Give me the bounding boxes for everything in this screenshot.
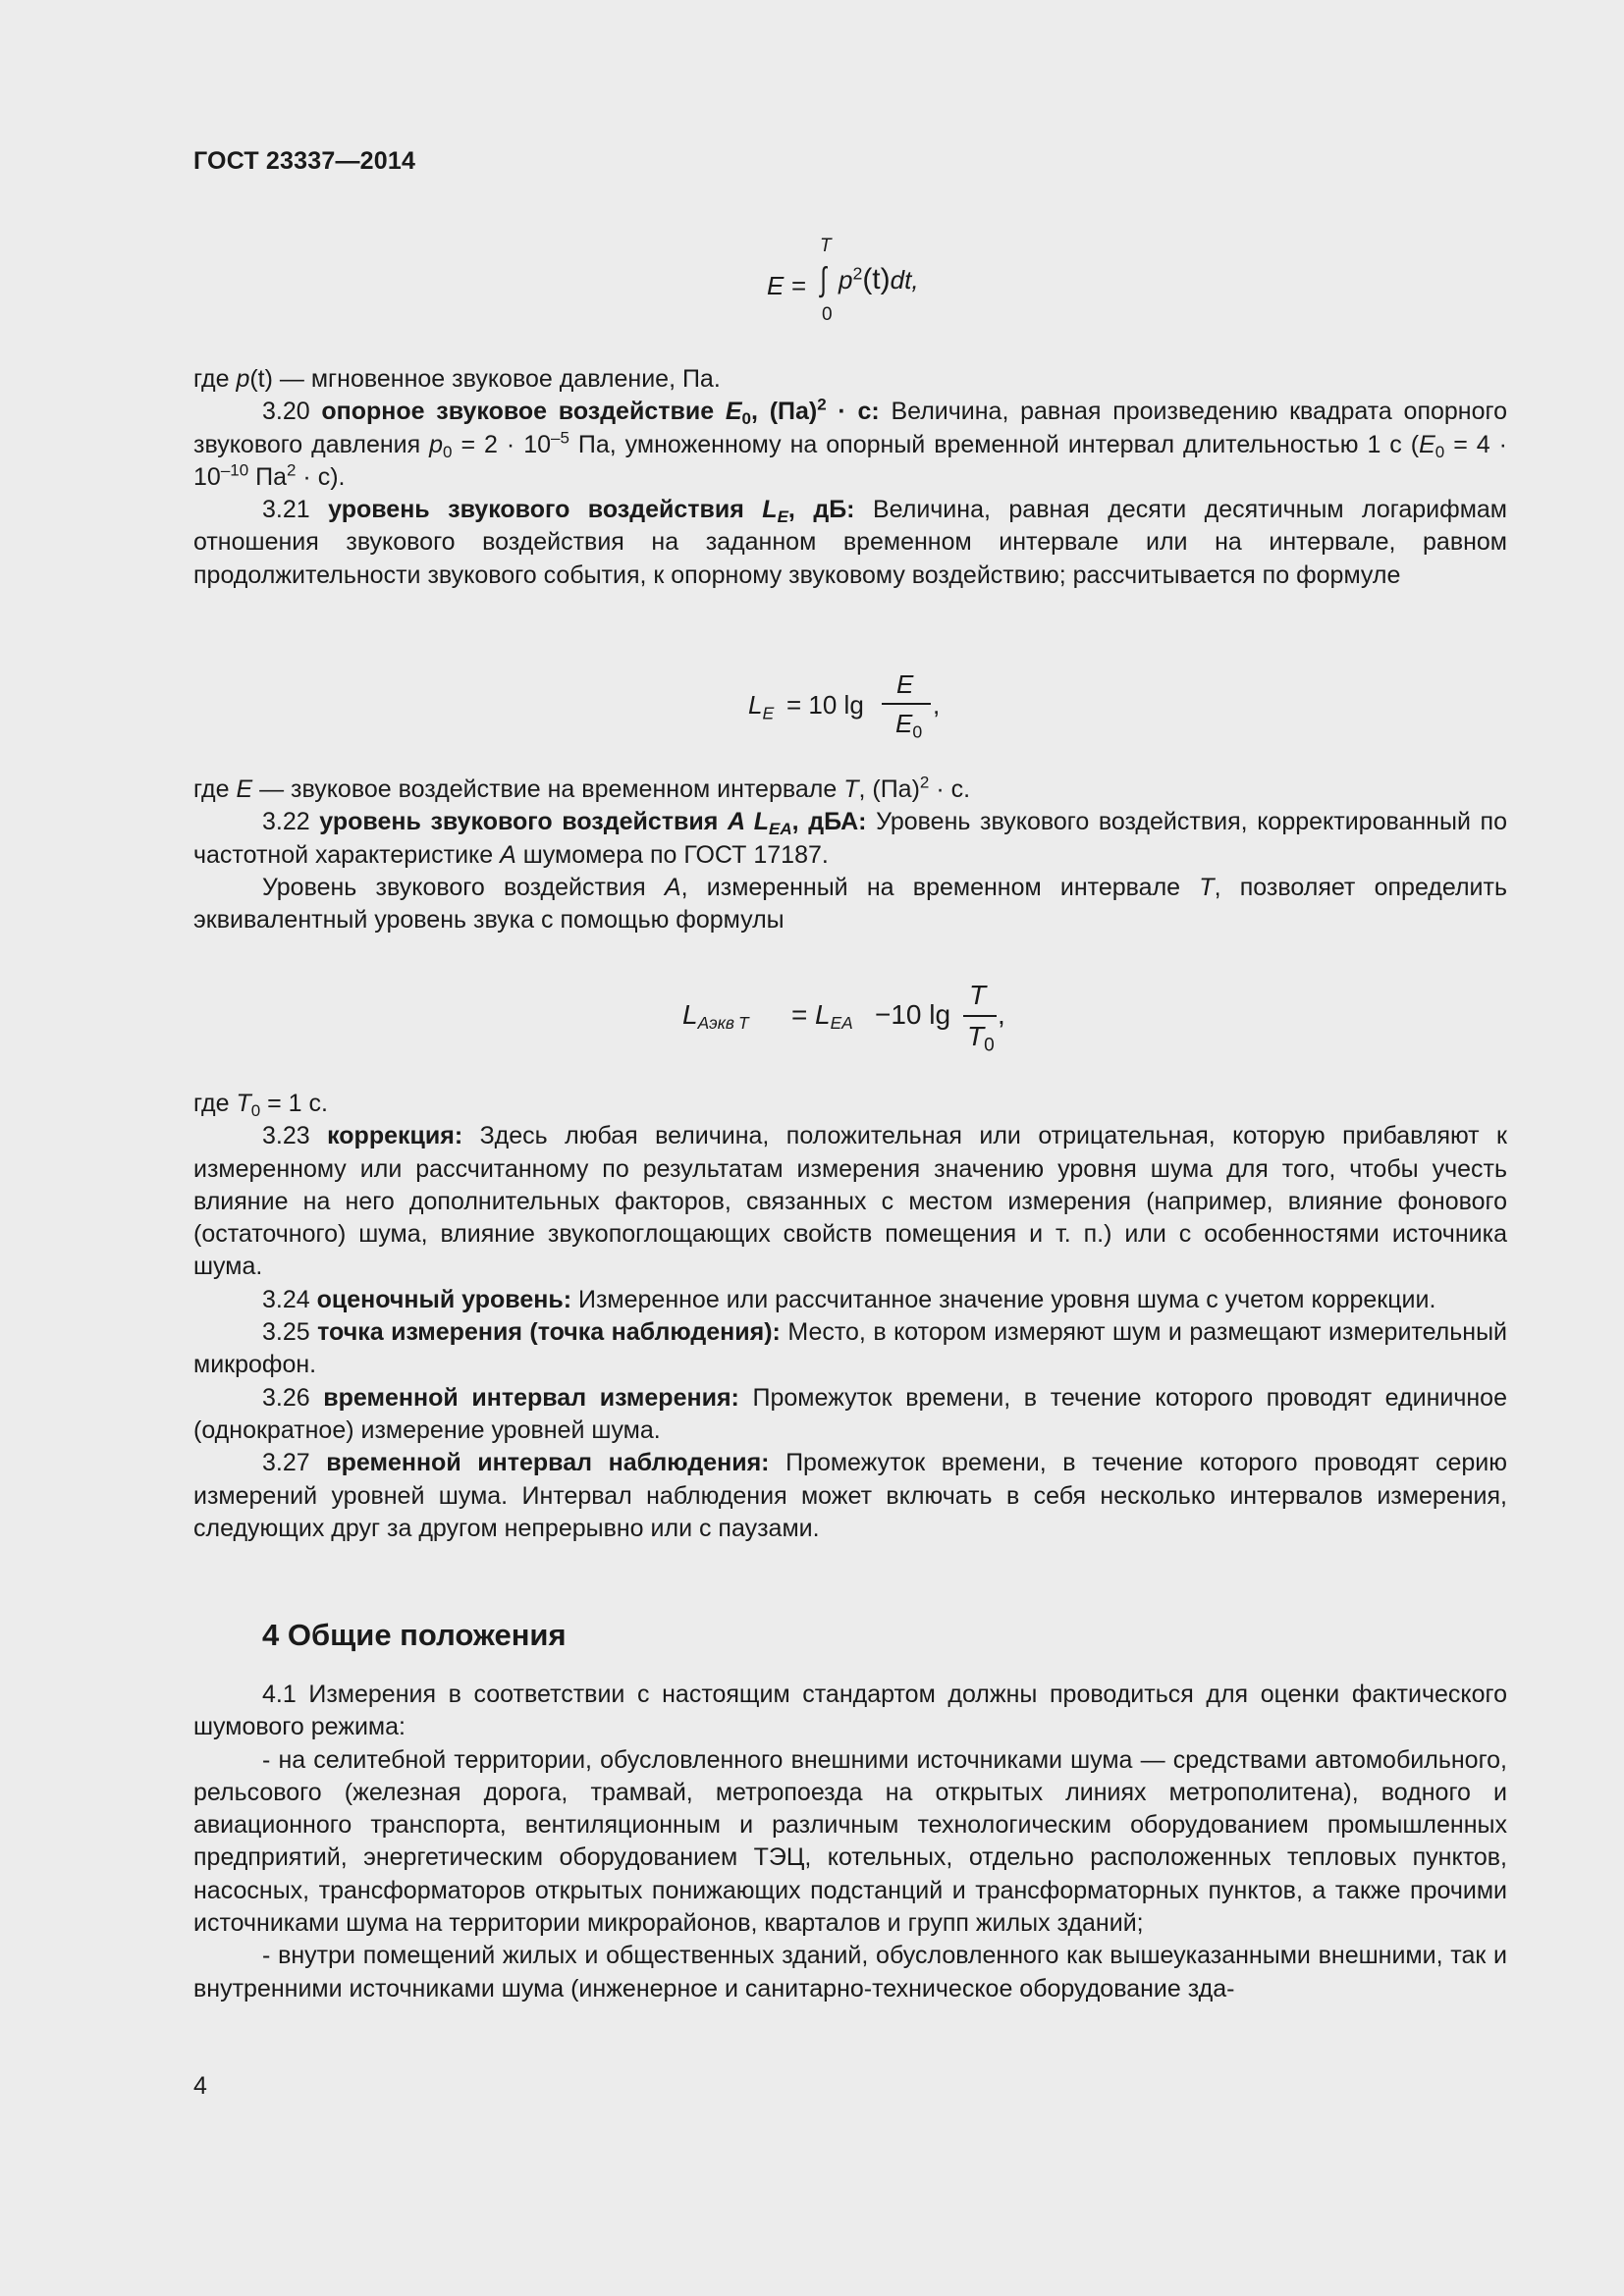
paragraph-where-E: где E — звуковое воздействие на временном интервале T, (Па)$^2$ · с. xyxy=(193,773,971,803)
clause-3-27: 3.27 временной интервал наблюдения: Промежуток времени, в течение которого проводят серию измерений уровней шума. Интервал наблюдения может включать в себя несколько интервалов измерения, следующих друг за другом непрерывно или с паузами. xyxy=(193,1449,1507,1542)
text-block-4 xyxy=(193,1679,1507,2005)
paragraph-where-p: где p(t) — мгновенное звуковое давление, Па. xyxy=(193,365,721,393)
formula-exp: 2 xyxy=(852,263,863,284)
document-page: ГОСТ 23337—2014 E = T ∫ 0 $p^2(t)dt$, где p(t) — мгновенное звуковое давление, Па. 3.20 опорное звуковое воздействие $E_0$, (Па)$^2$ · с: Величина, равная произведению квадрата опорного звукового давления $p_0 = 2 \cdot 10^{-5}$ Па, умноженному на опорный временной интервал длительностью 1 с ($E_0 = 4 \cdot 10^{-10}$ $Па^2 \cdot с$). 3.21 уровень звукового воздействия $L_E$, дБ: Величина, равная десяти десятичным логарифмам отношения звукового воздействия на заданном временном интервале или на интервале, равном продолжительности звукового события, к опорному звуковому воздействию; рассчитывается по формуле $L_E$ = 10 lg E $E_0$ , где E — звуковое воздействие на временном интервале T, (Па)$^2$ · с. 3.22 уровень звукового воздействия A $L_{EA}$, дБА: Уровень звукового воздействия, корректированный по частотной характеристике A шумомера по ГОСТ 17187. Уровень звукового воздействия A, измеренный на временном интервале T, позволяет определить эквивалентный уровень звука с помощью формулы $L_{Aэкв T}$ = $L_{EA}$ −10 lg T $T_0$ , где $T_0 = 1$ с. 3.23 коррекция: Здесь любая величина, положительная или отрицательная, которую прибавляют к измеренному или рассчитанному по результатам измерения значению уровня шума для того, чтобы учесть влияние на него дополнительных факторов, связанных с местом измерения (например, влияние фонового (остаточного) шума, влияние звукопоглощающих свойств помещения и т. п.) или с особенностями источника шума. 3.24 оценочный уровень: Измеренное или рассчитанное значение уровня шума с учетом коррекции. 3.25 точка измерения (точка наблюдения): Место, в котором измеряют шум и размещают измерительный микрофон. 3.26 временной интервал измерения: Промежуток времени, в течение которого проводят единичное (однократное) измерение уровней шума. 3.27 временной интервал наблюдения: Промежуток времени, в течение которого проводят серию измерений уровней шума. Интервал наблюдения может включать в себя несколько интервалов измерения, следующих друг за другом непрерывно или с паузами. 4 Общие положения 4.1 Измерения в соответствии с настоящим стандартом должны проводиться для оценки фактического шумового режима: - на селитебной территории, обусловленного внешними источниками шума — средствами автомобильного, рельсового (железная дорога, трамвай, метропоезда на открытых линиях метрополитена), водного и авиационного транспорта, вентиляционным и различным технологическим оборудованием промышленных предприятий, энергетическим оборудованием ТЭЦ, котельных, отдельно расположенных тепловых пунктов, насосных, трансформаторов открытых понижающих подстанций и трансформаторных пунктов, а также прочими источниками шума на территории микрорайонов, кварталов и групп жилых зданий; - внутри помещений жилых и общественных зданий, обусловленного как вышеуказанными внешними, так и внутренними источниками шума (инженерное и санитарно-техническое оборудование зда- 4 xyxy=(193,147,1508,2100)
clause-4-1: 4.1 Измерения в соответствии с настоящим стандартом должны проводиться для оценки фактического шумового режима: xyxy=(193,1681,1507,1741)
clause-3-26: 3.26 временной интервал измерения: Промежуток времени, в течение которого проводят единичное (однократное) измерение уровней шума. xyxy=(193,1383,1507,1444)
text-block-2 xyxy=(193,774,1507,936)
integral-lower: 0 xyxy=(822,304,833,325)
text-block-1 xyxy=(193,363,1507,592)
section-4-heading: 4 Общие положения xyxy=(262,1618,567,1652)
clause-3-24: 3.24 оценочный уровень: Измеренное или рассчитанное значение уровня шума с учетом коррекции. xyxy=(262,1285,1436,1313)
integral-upper: T xyxy=(820,236,832,256)
page-number: 4 xyxy=(193,2072,207,2100)
formula-lhs: E = xyxy=(767,271,806,300)
bullet-residential-territory: - на селитебной территории, обусловленного внешними источниками шума — средствами автомобильного, рельсового (железная дорога, трамвай, метропоезда на открытых линиях метрополитена), водного и авиационного транспорта, вентиляционным и различным технологическим оборудованием промышленных предприятий, энергетическим оборудованием ТЭЦ, котельных, отдельно расположенных тепловых пунктов, насосных, трансформаторов открытых понижающих подстанций и трансформаторных пунктов, а также прочими источниками шума на территории микрорайонов, кварталов и групп жилых зданий; xyxy=(193,1745,1507,1938)
clause-3-22: 3.22 уровень звукового воздействия A $L_{EA}$, дБА: Уровень звукового воздействия, корректированный по частотной характеристике A шумомера по ГОСТ 17187. xyxy=(193,808,1507,869)
paragraph-equivalent-level: Уровень звукового воздействия A, измеренный на временном интервале T, позволяет определить эквивалентный уровень звука с помощью формулы xyxy=(193,873,1507,934)
formula-p: p xyxy=(839,265,853,294)
clause-3-20: 3.20 опорное звуковое воздействие $E_0$, (Па)$^2$ · с: Величина, равная произведению квадрата опорного звукового давления $p_0 = 2 \cdot 10^{-5}$ Па, умноженному на опорный временной интервал длительностью 1 с ($E_0 = 4 \cdot 10^{-10}$ $Па^2 \cdot с$). xyxy=(193,395,1507,491)
paragraph-where-T0: где $T_0 = 1$ с. xyxy=(193,1090,328,1121)
clause-3-21: 3.21 уровень звукового воздействия $L_E$, дБ: Величина, равная десяти десятичным логарифмам отношения звукового воздействия на заданном временном интервале или на интервале, равном продолжительности звукового события, к опорному звуковому воздействию; рассчитывается по формуле xyxy=(193,496,1507,589)
formula-tail: dt, xyxy=(890,265,919,294)
clause-3-25: 3.25 точка измерения (точка наблюдения): Место, в котором измеряют шум и размещают измерительный микрофон. xyxy=(193,1318,1508,1379)
integral-sign: ∫ xyxy=(820,261,827,298)
clause-3-23: 3.23 коррекция: Здесь любая величина, положительная или отрицательная, которую прибавляют к измеренному или рассчитанному по результатам измерения значению уровня шума для того, чтобы учесть влияние на него дополнительных факторов, связанных с местом измерения (например, влияние фонового (остаточного) шума, влияние звукопоглощающих свойств помещения и т. п.) или с особенностями источника шума. xyxy=(193,1122,1507,1281)
text-block-3 xyxy=(193,1088,1507,1545)
document-header: ГОСТ 23337—2014 xyxy=(193,147,416,175)
bullet-inside-buildings: - внутри помещений жилых и общественных зданий, обусловленного как вышеуказанными внешними, так и внутренними источниками шума (инженерное и санитарно-техническое оборудование зда- xyxy=(193,1942,1507,2002)
formula-arg: (t) xyxy=(862,263,891,295)
